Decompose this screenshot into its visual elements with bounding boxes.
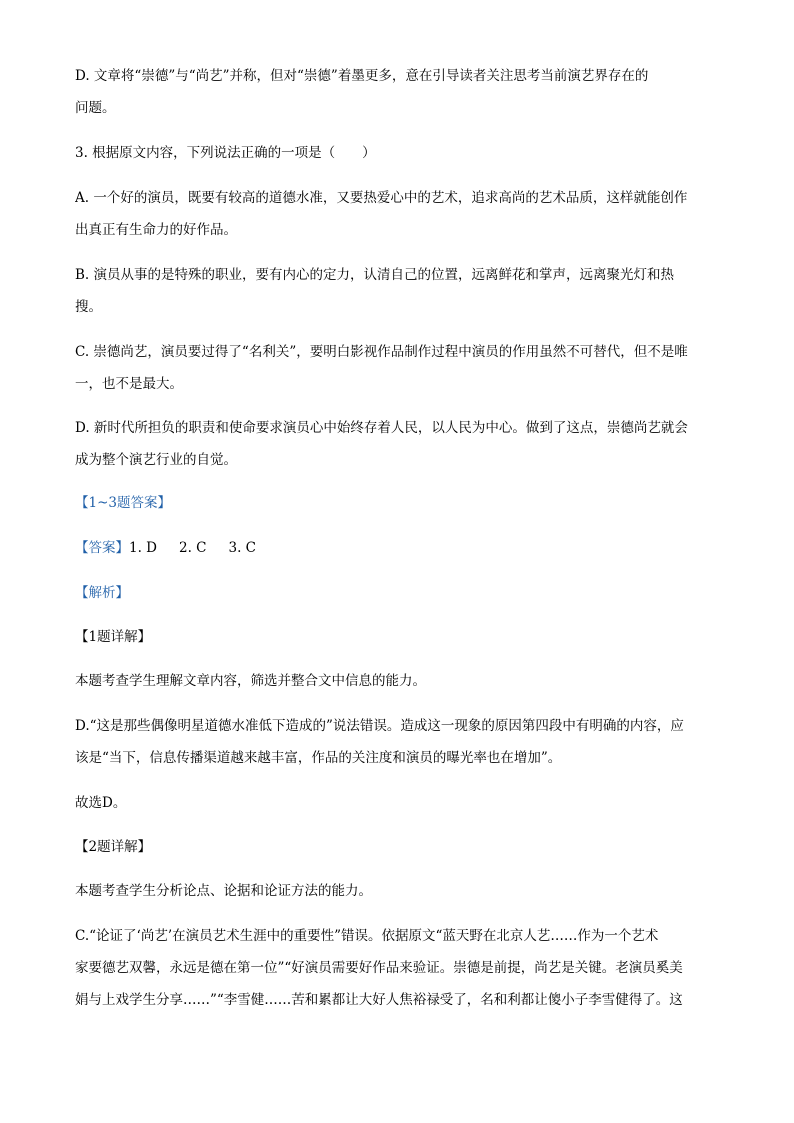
answer-1: 1. D [129, 540, 157, 556]
q3-option-c-line2: 一，也不是最大。 [75, 376, 183, 392]
q3-option-a-line1: A. 一个好的演员，既要有较高的道德水准，又要热爱心中的艺术，追求高尚的艺术品质，这样就能创作 [75, 190, 688, 206]
answer-label: 【答案】 [75, 540, 129, 556]
q3-option-c-line1: C. 崇德尚艺，演员要过得了“名利关”，要明白影视作品制作过程中演员的作用虽然不可替代，但不是唯 [75, 344, 688, 360]
detail-2-option-c-line1: C.“论证了‘尚艺’在演员艺术生涯中的重要性”错误。依据原文“蓝天野在北京人艺……作为一个艺术 [75, 928, 659, 944]
detail-1-choice: 故选D。 [75, 795, 127, 811]
q3-option-b-line1: B. 演员从事的是特殊的职业，要有内心的定力，认清自己的位置，远离鲜花和掌声，远离聚光灯和热 [75, 267, 675, 283]
detail-1-option-d-line2: 该是“当下，信息传播渠道越来越丰富，作品的关注度和演员的曝光率也在增加”。 [75, 750, 562, 766]
detail-2-option-c-line2: 家要德艺双馨，永远是德在第一位”“好演员需要好作品来验证。崇德是前提，尚艺是关键。老演员奚美 [75, 960, 683, 976]
question-3: 3. 根据原文内容，下列说法正确的一项是（ ） [75, 145, 376, 161]
detail-2-option-c-line3: 娟与上戏学生分享……”“李雪健……苦和累都让大好人焦裕禄受了，名和利都让傻小子李雪健得了。这 [75, 992, 683, 1008]
q3-option-d-line2: 成为整个演艺行业的自觉。 [75, 452, 237, 468]
analysis-heading: 【解析】 [75, 585, 129, 601]
option-d-text-line1: D. 文章将“崇德”与“尚艺”并称，但对“崇德”着墨更多，意在引导读者关注思考当前演艺界存在的 [75, 68, 649, 84]
detail-1-intro: 本题考查学生理解文章内容，筛选并整合文中信息的能力。 [75, 673, 426, 689]
q3-option-a-line2: 出真正有生命力的好作品。 [75, 222, 237, 238]
detail-1-option-d-line1: D.“这是那些偶像明星道德水准低下造成的”说法错误。造成这一现象的原因第四段中有明确的内容，应 [75, 718, 684, 734]
answer-key-line [75, 538, 725, 558]
answer-heading: 【1~3题答案】 [75, 495, 171, 511]
option-d-text-line2: 问题。 [75, 100, 116, 116]
q3-option-b-line2: 搜。 [75, 299, 102, 315]
q3-option-d-line1: D. 新时代所担负的职责和使命要求演员心中始终存着人民，以人民为中心。做到了这点，崇德尚艺就会 [75, 420, 688, 436]
answer-2: 2. C [179, 540, 207, 556]
answer-3: 3. C [228, 540, 257, 556]
detail-2-heading: 【2题详解】 [75, 839, 152, 855]
detail-2-intro: 本题考查学生分析论点、论据和论证方法的能力。 [75, 883, 372, 899]
detail-1-heading: 【1题详解】 [75, 629, 152, 645]
